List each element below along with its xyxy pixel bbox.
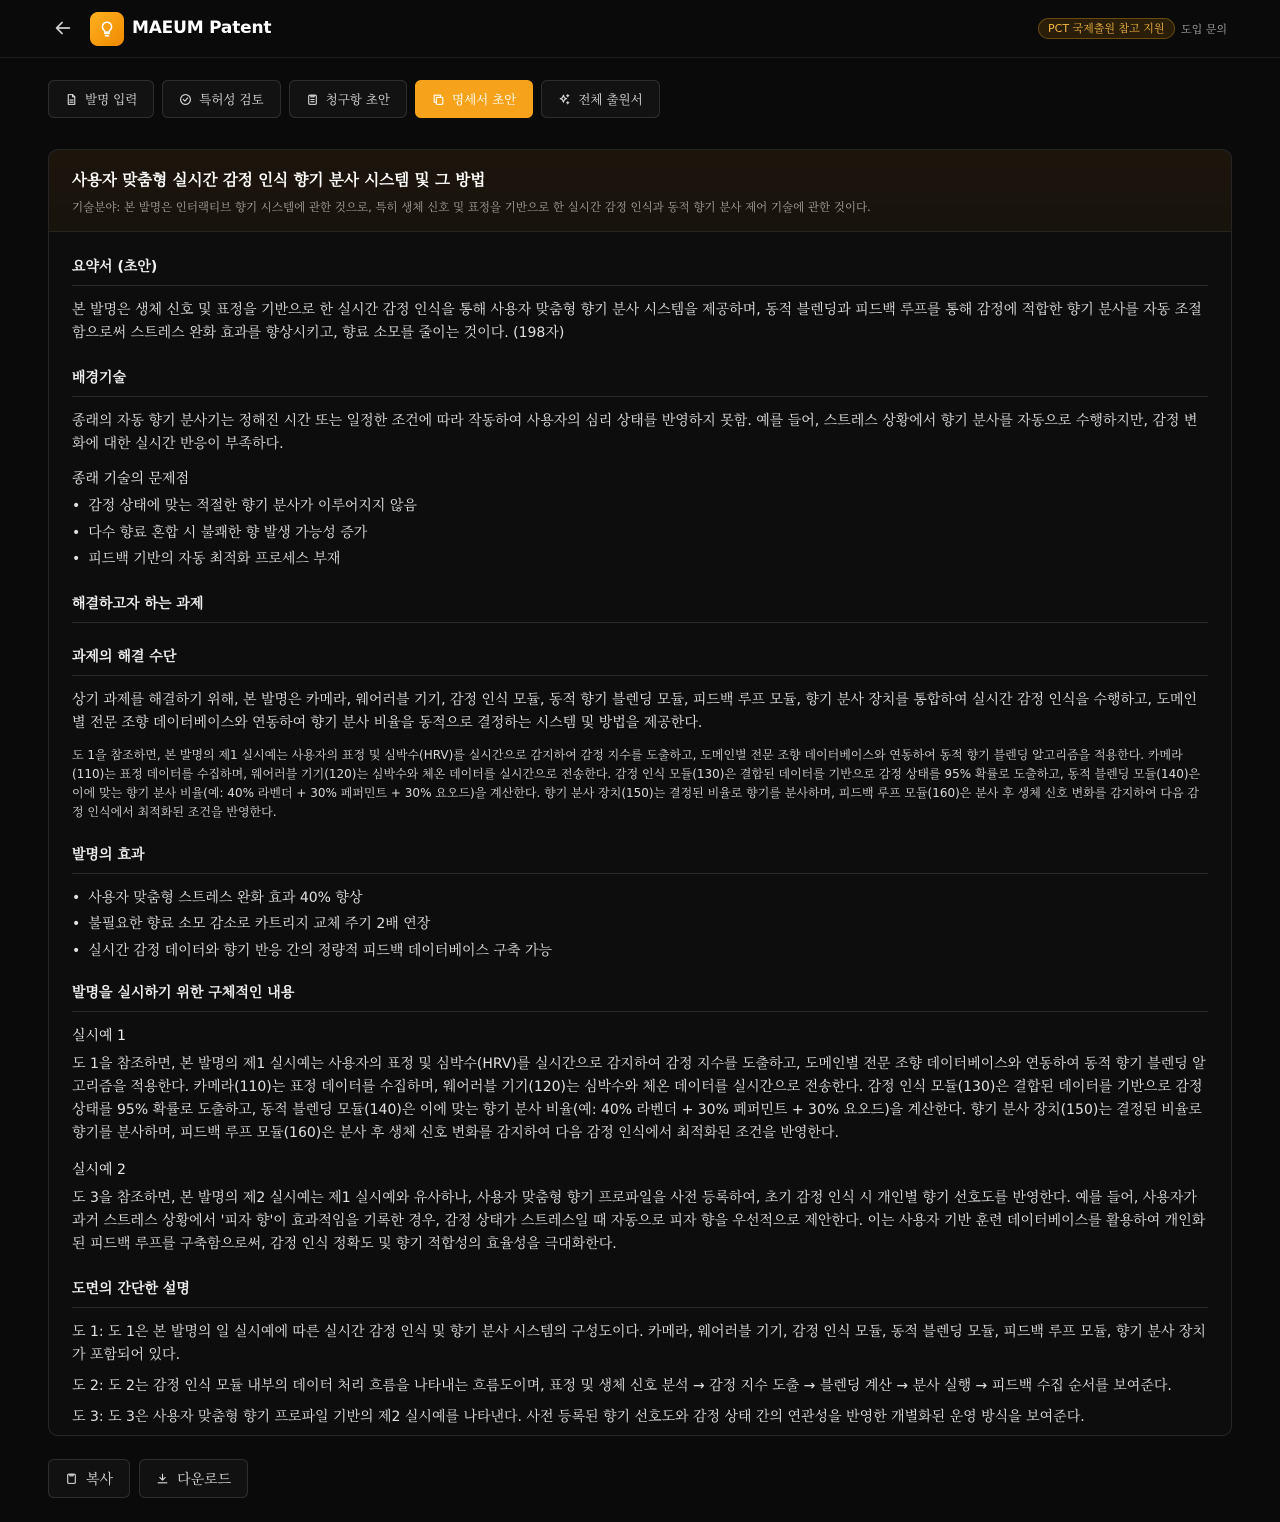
copy-icon: [432, 93, 445, 106]
solution-heading: 과제의 해결 수단: [72, 646, 1208, 676]
technical-field: 기술분야: 본 발명은 인터랙티브 향기 시스템에 관한 것으로, 특히 생체 신호 및 표정을 기반으로 한 실시간 감정 인식과 동적 향기 분사 제어 기술에 관한 것이다.: [72, 200, 871, 214]
problems-heading: 종래 기술의 문제점: [72, 471, 190, 487]
download-button[interactable]: [139, 1459, 248, 1498]
document-body: [49, 232, 1231, 1429]
embodiment1-text: 도 1을 참조하면, 본 발명의 제1 실시예는 사용자의 표정 및 심박수(HRV)를 실시간으로 감지하여 감정 지수를 도출하고, 도메인별 전문 조향 데이터베이스와 연동하여 동적 향기 블렌딩 알고리즘을 적용한다. 카메라(110)는 표정 데이터를 수집하며, 웨어러블 기기(120)는 심박수와 체온 데이터를 실시간으로 전송한다. 감정 인식 모듈(130)은 결합된 데이터를 기반으로 감정 상태를 95% 확률로 도출하고, 동적 블렌딩 모듈(140)은 이에 맞는 향기 분사 비율(예: 40% 라벤더 + 30% 페퍼민트 + 30% 요오드)을 계산한다. 향기 분사 장치(150)는 결정된 비율로 향기를 분사하며, 피드백 루프 모듈(160)은 분사 후 생체 신호 변화를 감지하여 다음 감정 인식에서 최적화된 조건을 반영한다.: [72, 1056, 1206, 1141]
list-item: • 감정 상태에 맞는 적절한 향기 분사가 이루어지지 않음: [72, 493, 1208, 520]
specification-card: [48, 149, 1232, 1436]
task-heading: 해결하고자 하는 과제: [72, 593, 1208, 623]
drawing-description: 도 1: 도 1은 본 발명의 일 실시예에 따른 실시간 감정 인식 및 향기 분사 시스템의 구성도이다. 카메라, 웨어러블 기기, 감정 인식 모듈, 동적 블렌딩 모듈, 피드백 루프 모듈, 향기 분사 장치가 포함되어 있다.: [72, 1324, 1206, 1363]
app-title: MAEUM Patent: [132, 18, 272, 38]
effects-list: [72, 885, 1208, 965]
tab-label: 특허성 검토: [199, 92, 264, 107]
tab-label: 청구항 초안: [325, 92, 390, 107]
list-item: • 피드백 기반의 자동 최적화 프로세스 부재: [72, 546, 1208, 573]
background-text: 종래의 자동 향기 분사기는 정해진 시간 또는 일정한 조건에 따라 작동하여 사용자의 심리 상태를 반영하지 못함. 예를 들어, 스트레스 상황에서 향기 분사를 자동으로 수행하지만, 감정 변화에 대한 실시간 반응이 부족하다.: [72, 413, 1198, 452]
tab-bar: [48, 80, 660, 118]
effects-heading: 발명의 효과: [72, 844, 1208, 874]
app-logo: [90, 12, 124, 46]
copy-label: 복사: [86, 1471, 114, 1488]
embodiment1-title: 실시예 1: [72, 1028, 126, 1044]
tab-invention-input[interactable]: [48, 80, 154, 118]
lightbulb-icon: [98, 20, 116, 38]
solution-detail-text: 도 1을 참조하면, 본 발명의 제1 실시예는 사용자의 표정 및 심박수(HRV)를 실시간으로 감지하여 감정 지수를 도출하고, 도메인별 전문 조향 데이터베이스와 연동하여 동적 향기 블렌딩 알고리즘을 적용한다. 카메라(110)는 표정 데이터를 수집하며, 웨어러블 기기(120)는 심박수와 체온 데이터를 실시간으로 전송한다. 감정 인식 모듈(130)은 결합된 데이터를 기반으로 감정 상태를 95% 확률로 도출하고, 동적 블렌딩 모듈(140)은 이에 맞는 향기 분사 비율(예: 40% 라벤더 + 30% 페퍼민트 + 30% 요오드)을 계산한다. 향기 분사 장치(150)는 결정된 비율로 향기를 분사하며, 피드백 루프 모듈(160)은 분사 후 생체 신호 변화를 감지하여 다음 감정 인식에서 최적화된 조건을 반영한다.: [72, 747, 1201, 819]
inquiry-link[interactable]: 도입 문의: [1181, 23, 1228, 36]
download-icon: [156, 1472, 169, 1485]
tab-claims-draft[interactable]: [289, 80, 407, 118]
list-item: • 다수 향료 혼합 시 불쾌한 향 발생 가능성 증가: [72, 520, 1208, 547]
clipboard-icon: [306, 93, 319, 106]
tab-label: 전체 출원서: [578, 92, 643, 107]
action-bar: [48, 1459, 248, 1498]
copy-button[interactable]: [48, 1459, 130, 1498]
arrow-left-icon[interactable]: [52, 17, 74, 39]
background-heading: 배경기술: [72, 367, 1208, 397]
document-title: 사용자 맞춤형 실시간 감정 인식 향기 분사 시스템 및 그 방법: [72, 171, 486, 189]
clipboard-icon: [65, 1472, 78, 1485]
abstract-heading: 요약서 (초안): [72, 256, 1208, 286]
solution-text: 상기 과제를 해결하기 위해, 본 발명은 카메라, 웨어러블 기기, 감정 인식 모듈, 동적 향기 블렌딩 모듈, 피드백 루프 모듈, 향기 분사 장치를 통합하여 실시간 감정 인식을 수행하고, 도메인별 전문 조향 데이터베이스와 연동하여 향기 분사 비율을 동적으로 결정하는 시스템 및 방법을 제공한다.: [72, 691, 1198, 731]
list-item: • 불필요한 향료 소모 감소로 카트리지 교체 주기 2배 연장: [72, 911, 1208, 938]
embodiment-heading: 발명을 실시하기 위한 구체적인 내용: [72, 982, 1208, 1012]
drawing-description: 도 3: 도 3은 사용자 맞춤형 향기 프로파일 기반의 제2 실시예를 나타낸다. 사전 등록된 향기 선호도와 감정 상태 간의 연관성을 반영한 개별화된 운영 방식을 보여준다.: [72, 1409, 1085, 1425]
abstract-text: 본 발명은 생체 신호 및 표정을 기반으로 한 실시간 감정 인식을 통해 사용자 맞춤형 향기 분사 시스템을 제공하며, 동적 블렌딩과 피드백 루프를 통해 감정에 적합한 향기 분사를 자동 조절함으로써 스트레스 완화 효과를 향상시키고, 향료 소모를 줄이는 것이다. (198자): [72, 302, 1202, 341]
list-item: • 실시간 감정 데이터와 향기 반응 간의 정량적 피드백 데이터베이스 구축 가능: [72, 938, 1208, 965]
download-label: 다운로드: [177, 1471, 232, 1488]
tab-patentability-review[interactable]: [162, 80, 280, 118]
app-header: [0, 0, 1280, 58]
document-header: [49, 150, 1231, 232]
list-item: • 사용자 맞춤형 스트레스 완화 효과 40% 향상: [72, 885, 1208, 912]
drawings-heading: 도면의 간단한 설명: [72, 1278, 1208, 1308]
tab-label: 명세서 초안: [452, 92, 517, 107]
drawing-description: 도 2: 도 2는 감정 인식 모듈 내부의 데이터 처리 흐름을 나타내는 흐름도이며, 표정 및 생체 신호 분석 → 감정 지수 도출 → 블렌딩 계산 → 분사 실행 → 피드백 수집 순서를 보여준다.: [72, 1378, 1172, 1394]
embodiment2-text: 도 3을 참조하면, 본 발명의 제2 실시예는 제1 실시예와 유사하나, 사용자 맞춤형 향기 프로파일을 사전 등록하여, 초기 감정 인식 시 개인별 향기 선호도를 반영한다. 예를 들어, 사용자가 과거 스트레스 상황에서 '피자 향'이 효과적임을 기록한 경우, 감정 상태가 스트레스일 때 자동으로 피자 향을 우선적으로 제안한다. 이는 사용자 기반 훈련 데이터베이스를 활용하여 개인화된 피드백 루프를 구축함으로써, 감정 인식 정확도 및 향기 적합성의 효율성을 극대화한다.: [72, 1190, 1206, 1252]
check-circle-icon: [179, 93, 192, 106]
problems-list: [72, 493, 1208, 573]
tab-specification-draft[interactable]: [415, 80, 533, 118]
sparkles-icon: [558, 93, 571, 106]
embodiment2-title: 실시예 2: [72, 1162, 126, 1178]
tab-full-application[interactable]: [541, 80, 659, 118]
file-icon: [65, 93, 78, 106]
tab-label: 발명 입력: [85, 92, 138, 107]
pct-badge: PCT 국제출원 참고 지원: [1038, 18, 1175, 39]
